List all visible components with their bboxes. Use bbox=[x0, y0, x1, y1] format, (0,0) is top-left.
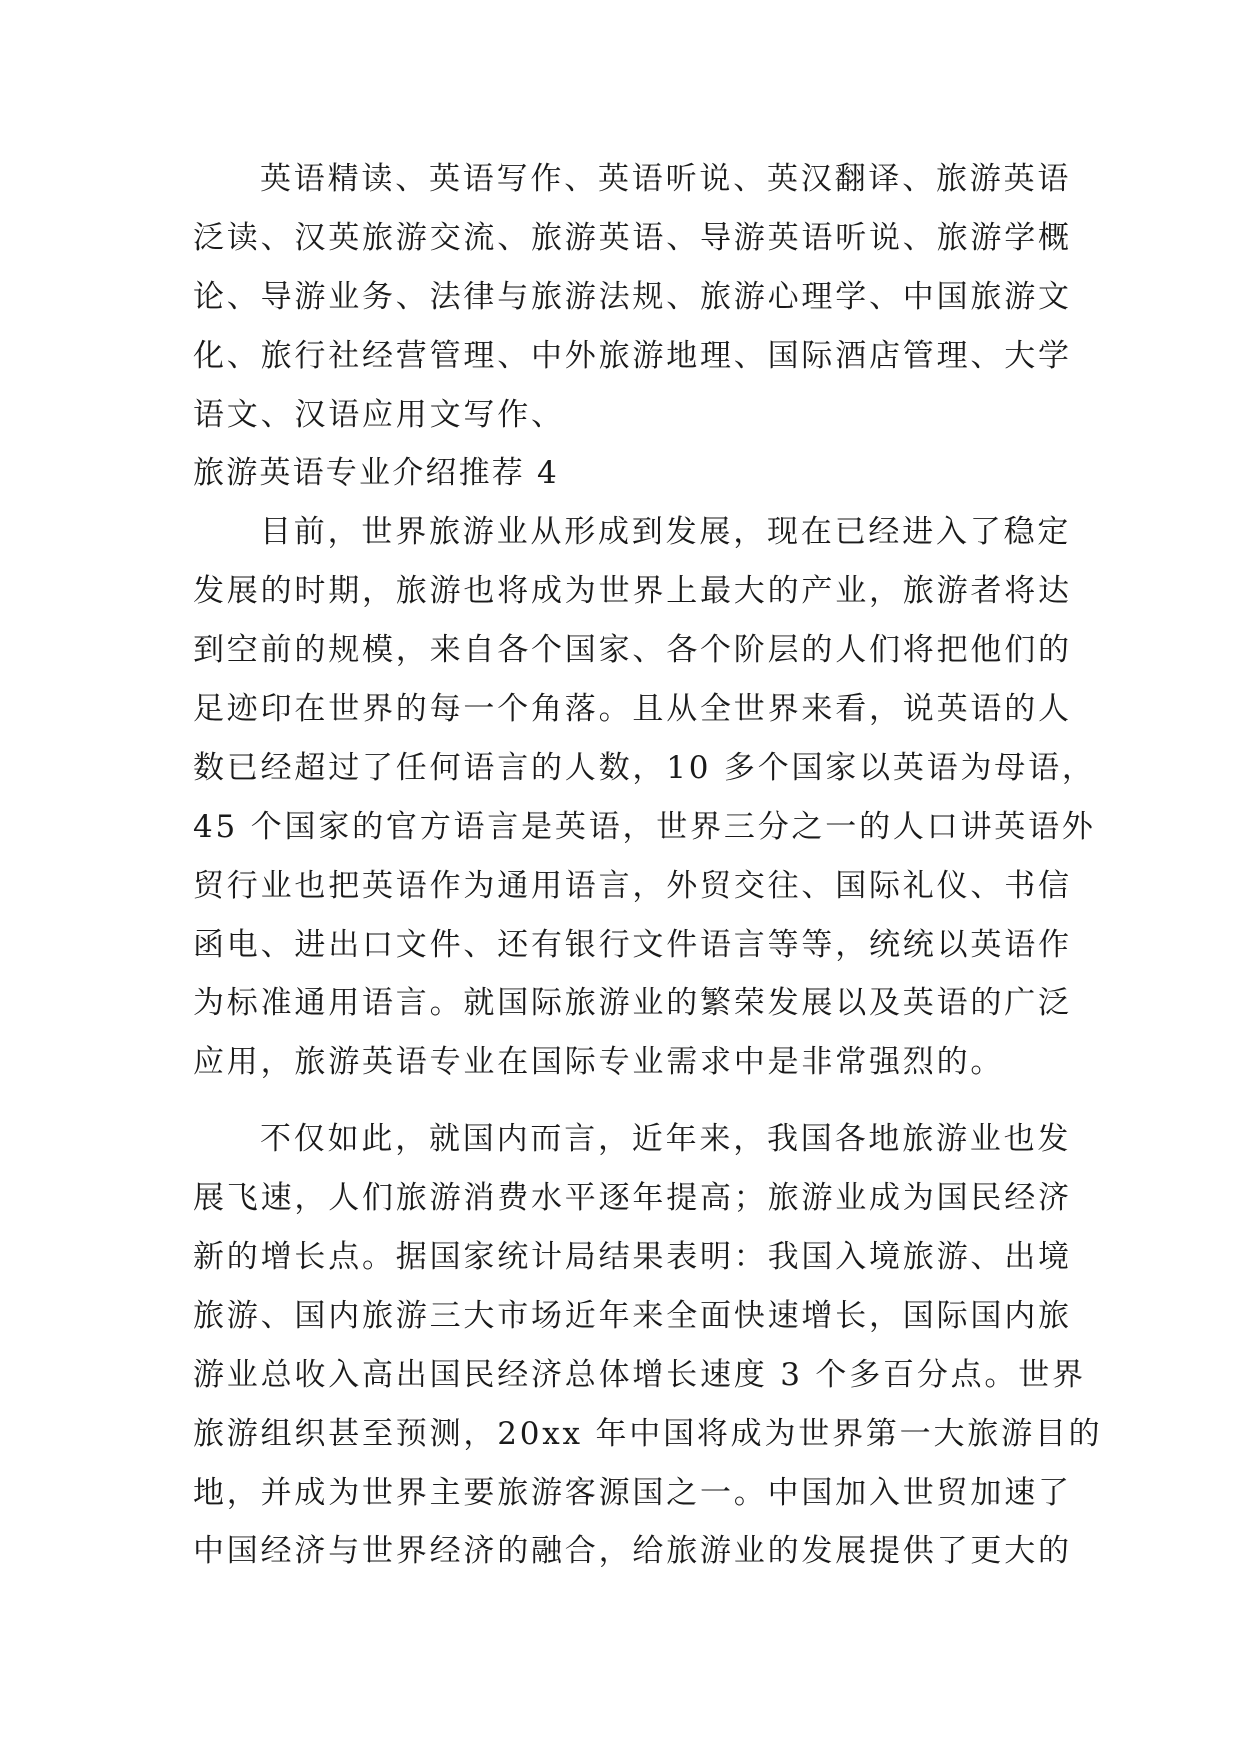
paragraph-line: 中国经济与世界经济的融合，给旅游业的发展提供了更大的 bbox=[193, 1533, 1072, 1570]
paragraph-line: 45 个国家的官方语言是英语，世界三分之一的人口讲英语外 bbox=[193, 808, 1096, 845]
paragraph-line: 足迹印在世界的每一个角落。且从全世界来看，说英语的人 bbox=[193, 691, 1072, 728]
course-list-line: 化、旅行社经营管理、中外旅游地理、国际酒店管理、大学 bbox=[193, 337, 1072, 374]
course-list bbox=[193, 150, 1072, 444]
paragraph-line: 地，并成为世界主要旅游客源国之一。中国加入世贸加速了 bbox=[193, 1474, 1072, 1511]
course-list-line: 语文、汉语应用文写作、 bbox=[193, 396, 565, 433]
course-list-line: 泛读、汉英旅游交流、旅游英语、导游英语听说、旅游学概 bbox=[193, 219, 1072, 256]
paragraph-gap bbox=[193, 1092, 1055, 1110]
paragraph-line: 展飞速，人们旅游消费水平逐年提高；旅游业成为国民经济 bbox=[193, 1180, 1072, 1217]
paragraph-line: 游业总收入高出国民经济总体增长速度 3 个多百分点。世界 bbox=[193, 1356, 1086, 1393]
paragraph-2 bbox=[193, 1110, 1103, 1581]
paragraph-line: 旅游、国内旅游三大市场近年来全面快速增长，国际国内旅 bbox=[193, 1297, 1072, 1334]
paragraph-line: 目前，世界旅游业从形成到发展，现在已经进入了稳定 bbox=[260, 514, 1072, 551]
paragraph-line: 到空前的规模，来自各个国家、各个阶层的人们将把他们的 bbox=[193, 632, 1072, 669]
paragraph-line: 贸行业也把英语作为通用语言，外贸交往、国际礼仪、书信 bbox=[193, 867, 1072, 904]
paragraph-line: 新的增长点。据国家统计局结果表明：我国入境旅游、出境 bbox=[193, 1239, 1072, 1276]
paragraph-line: 发展的时期，旅游也将成为世界上最大的产业，旅游者将达 bbox=[193, 573, 1072, 610]
paragraph-line: 函电、进出口文件、还有银行文件语言等等，统统以英语作 bbox=[193, 926, 1072, 963]
course-list-line: 英语精读、英语写作、英语听说、英汉翻译、旅游英语 bbox=[260, 161, 1072, 197]
course-list-line: 论、导游业务、法律与旅游法规、旅游心理学、中国旅游文 bbox=[193, 278, 1072, 315]
paragraph-line: 不仅如此，就国内而言，近年来，我国各地旅游业也发 bbox=[260, 1121, 1072, 1158]
paragraph-line: 旅游组织甚至预测，20xx 年中国将成为世界第一大旅游目的 bbox=[193, 1415, 1103, 1452]
paragraph-line: 应用，旅游英语专业在国际专业需求中是非常强烈的。 bbox=[193, 1044, 1005, 1081]
document-body bbox=[193, 150, 1103, 1581]
paragraph-1 bbox=[193, 503, 1096, 1092]
section-heading: 旅游英语专业介绍推荐 4 bbox=[193, 455, 559, 492]
paragraph-line: 数已经超过了任何语言的人数，10 多个国家以英语为母语， bbox=[193, 749, 1096, 786]
paragraph-line: 为标准通用语言。就国际旅游业的繁荣发展以及英语的广泛 bbox=[193, 985, 1072, 1022]
